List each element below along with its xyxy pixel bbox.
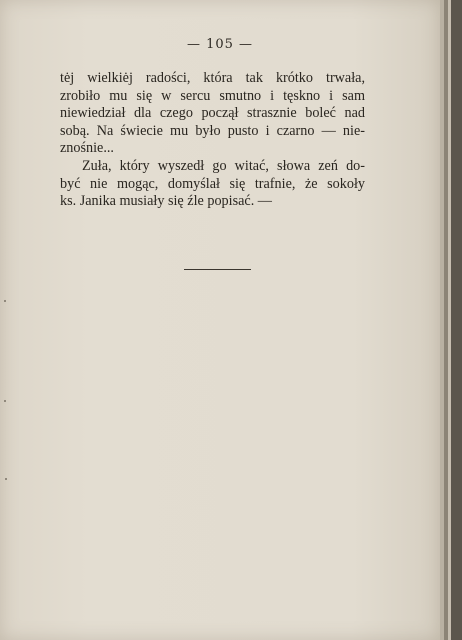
text-line: Zuła, który wyszedł go witać, słowa zeń do- [82, 157, 365, 174]
text-line: tėj wielkiėj radości, która tak krótko trwała, [60, 70, 365, 86]
paragraph-1 [60, 70, 365, 158]
book-cover-edge [451, 0, 462, 640]
paragraph-2 [60, 158, 365, 211]
paper-speck [5, 478, 7, 480]
text-line: być nie mogąc, domyślał się trafnie, że sokoły [60, 175, 365, 192]
section-end-rule [184, 269, 251, 270]
text-line: sobą. Na świecie mu było pusto i czarno — nie- [60, 122, 365, 139]
page-number: — 105 — [186, 37, 254, 52]
paper-speck [4, 400, 6, 402]
body-text [60, 70, 365, 211]
text-line: zrobiło mu się w sercu smutno i tęskno i sam [60, 87, 365, 104]
text-line: niewiedział dla czego począł strasznie boleć nad [60, 105, 365, 122]
text-line: ks. Janika musiały się źle popisać. — [60, 193, 272, 210]
paper-speck [4, 300, 6, 302]
text-line: znośnie... [60, 140, 114, 157]
